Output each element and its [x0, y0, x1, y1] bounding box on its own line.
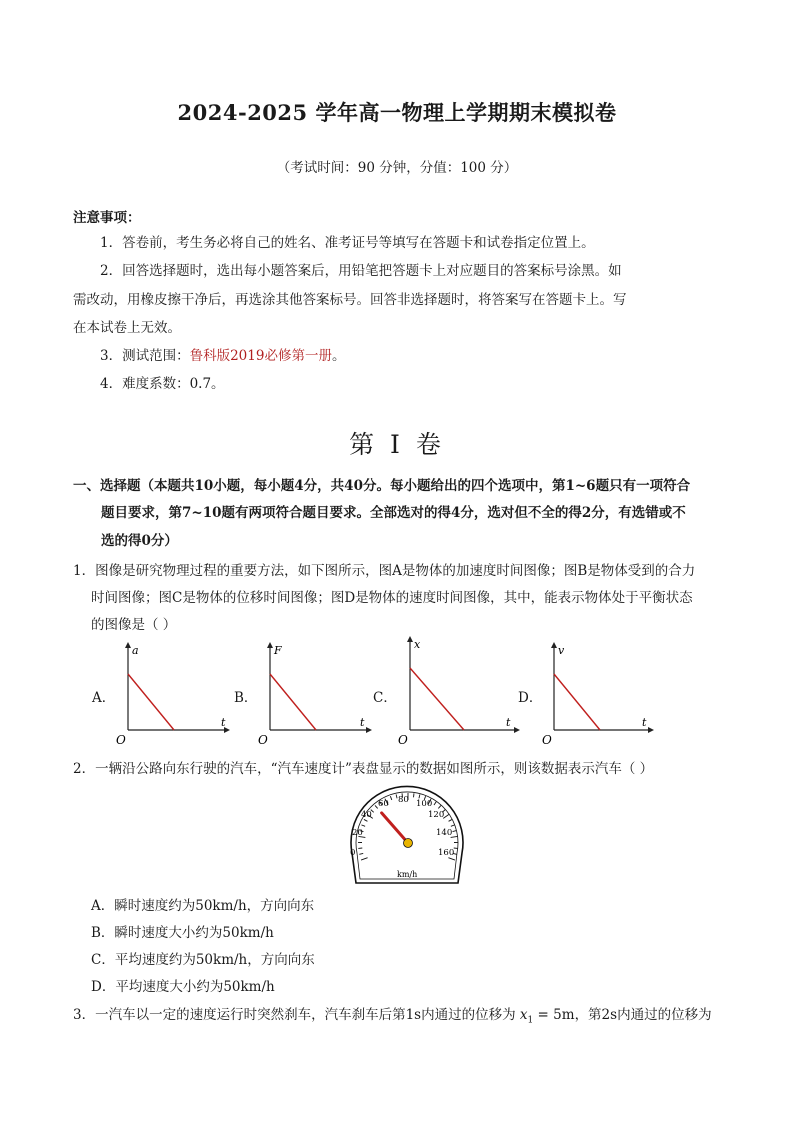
notice-item-2-line-2: 需改动，用橡皮擦干净后，再选涂其他答案标号。回答非选择题时，将答案写在答题卡上。写 [73, 292, 627, 308]
notice-item-3-suffix: 。 [331, 348, 346, 364]
graph-b [254, 640, 374, 748]
q3-suffix: ，第2s内通过的位移为 [574, 1007, 712, 1023]
q3-formula-sub: 1 [527, 1015, 534, 1026]
graph-d [538, 640, 658, 748]
q1-graphs [86, 640, 686, 750]
q2-option-d: D．平均速度大小约为50km/h [91, 979, 275, 995]
q3-formula-var: x [519, 1007, 528, 1023]
speed-tick-160: 160 [438, 848, 455, 858]
part-heading-line-3: 选的得0分） [101, 533, 178, 549]
speed-unit: km/h [397, 870, 418, 879]
graph-d-y-label: v [558, 644, 565, 657]
graph-c-x-label: t [506, 716, 511, 729]
q1-line-2: 时间图像；图C是物体的位移时间图像；图D是物体的速度时间图像，其中，能表示物体处于平衡状态 [91, 590, 693, 606]
notice-item-2-line-3: 在本试卷上无效。 [73, 320, 181, 336]
speed-tick-80: 80 [398, 795, 409, 805]
graph-c [394, 634, 524, 748]
notice-item-4: 4．难度系数：0.7。 [100, 376, 225, 392]
graph-b-x-label: t [360, 716, 365, 729]
speed-tick-20: 20 [352, 828, 363, 838]
notice-item-2-line-1: 2．回答选择题时，选出每小题答案后，用铅笔把答题卡上对应题目的答案标号涂黑。如 [100, 263, 622, 279]
graph-d-x-label: t [642, 716, 647, 729]
q2-option-b: B．瞬时速度大小约为50km/h [91, 925, 274, 941]
graph-d-origin: O [542, 733, 552, 747]
speedometer [346, 779, 468, 885]
q1-option-d-label: D． [518, 690, 543, 706]
graph-b-origin: O [258, 733, 268, 747]
q3-stem [73, 1003, 712, 1026]
section-title: 第 I 卷 [349, 430, 445, 459]
notice-item-3 [100, 346, 345, 366]
page-title: 2024-2025 学年高一物理上学期期末模拟卷 [177, 100, 617, 125]
q1-option-c-label: C． [373, 690, 397, 706]
exam-info: （考试时间：90 分钟，分值：100 分） [276, 160, 518, 176]
graph-a [112, 640, 232, 748]
notice-item-1: 1．答卷前，考生务必将自己的姓名、准考证号等填写在答题卡和试卷指定位置上。 [100, 235, 595, 251]
q1-line-1: 1．图像是研究物理过程的重要方法，如下图所示，图A是物体的加速度时间图像；图B是物体受到的合力 [73, 563, 696, 579]
speed-tick-100: 100 [416, 799, 433, 809]
speed-tick-140: 140 [436, 828, 453, 838]
part-heading-line-2: 题目要求，第7~10题有两项符合题目要求。全部选对的得4分，选对但不全的得2分，有选错或不 [101, 505, 686, 521]
q1-option-a-label: A． [92, 690, 116, 706]
graph-a-origin: O [116, 733, 126, 747]
speed-tick-0: 0 [350, 848, 356, 858]
graph-a-y-label: a [132, 644, 139, 657]
q3-formula-rest: = 5m [533, 1007, 575, 1023]
graph-b-y-label: F [274, 644, 282, 657]
q2-option-a: A．瞬时速度约为50km/h，方向向东 [91, 898, 315, 914]
q2-stem: 2．一辆沿公路向东行驶的汽车，“汽车速度计”表盘显示的数据如图所示，则该数据表示汽车（ ） [73, 761, 654, 777]
graph-c-origin: O [398, 733, 408, 747]
test-range: 鲁科版2019必修第一册 [189, 348, 332, 364]
needle-hub [404, 839, 413, 848]
speed-tick-120: 120 [428, 810, 445, 820]
q3-prefix: 3．一汽车以一定的速度运行时突然刹车，汽车刹车后第1s内通过的位移为 [73, 1007, 520, 1023]
speed-tick-40: 40 [361, 810, 372, 820]
q2-option-c: C．平均速度约为50km/h，方向向东 [91, 952, 315, 968]
graph-a-x-label: t [221, 716, 226, 729]
speed-tick-60: 60 [378, 799, 389, 809]
q1-option-b-label: B． [234, 690, 258, 706]
q1-line-3: 的图像是（ ） [91, 617, 177, 633]
notice-item-3-prefix: 3．测试范围： [100, 348, 190, 364]
part-heading-line-1: 一、选择题（本题共10小题，每小题4分，共40分。每小题给出的四个选项中，第1~6题只有一项符合 [73, 478, 691, 494]
graph-c-y-label: x [414, 638, 421, 651]
notice-heading: 注意事项： [73, 210, 141, 226]
